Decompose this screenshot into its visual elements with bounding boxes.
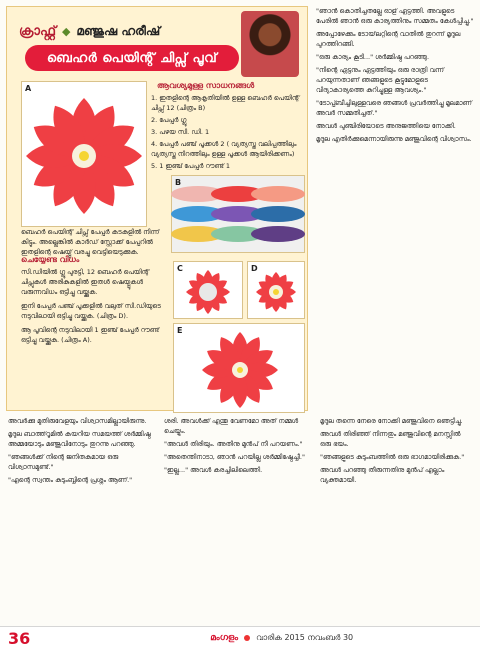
photo-d (247, 261, 305, 319)
magazine-brand: മംഗളം (210, 633, 239, 643)
photo-e (173, 323, 305, 413)
paragraph: മൃദുല എതിർക്കുമെന്നായിരുന്നു മഞ്ജുവിന്റെ വിശ്വാസം. (316, 135, 472, 143)
logo-dot-icon (244, 635, 250, 641)
intro-text: ബെഹർ പെയിന്റ് ചിപ്സ് പേപ്പർ കടകളിൽ നിന്ന് കിട്ടും. അല്ലെങ്കിൽ കാർഡ് സ്റ്റോക്ക് പേപ്പറിൽ ഇതളിന്റെ ഷെയ്പ്പ് വരച്ചു വെട്ടിയെടുക്കുക. (21, 228, 160, 256)
paint-chip-swatches (180, 186, 296, 242)
paragraph: അവൾ തിരിഞ്ഞ് നിന്നതും മഞ്ജുവിന്റെ മനസ്സിൽ ഒരു ഭയം. (320, 430, 461, 448)
bottom-column (320, 416, 468, 488)
paragraph: അവർക്കു മുതിരുവേളയും വിശ്വാസമില്ലായിരുന്നു. (8, 417, 147, 425)
category-label: ക്രാഫ്റ്റ് (19, 23, 57, 39)
story-bottom-columns (8, 416, 468, 488)
paragraph: "ഇല്ല..." അവൾ കരച്ചിലിലെത്തി. (164, 466, 263, 474)
method-list (21, 267, 167, 349)
paragraph: ശരി. അവൾക്ക് എന്തു വേണമോ അത് നമ്മൾ ചെയ്യും. (164, 417, 299, 435)
page-title: ബെഹർ പെയിന്റ് ചിപ്സ് പൂവ് (25, 45, 239, 71)
material-item: 1. ഇതളിന്റെ ആകൃതിയിൽ ഉള്ള ബെഹർ പെയിന്റ് ചിപ്സ് 12 (ചിത്രം B) (151, 94, 300, 112)
page-footer (0, 626, 480, 649)
paragraph: "ടോപ്പ്ബീച്ചിലുള്ളവരെ ഞങ്ങൾ പ്രവർത്തിച്ചു മൂലമാണ്‌ അവർ സമ്മതിച്ചത്." (316, 99, 472, 117)
photo-b (171, 175, 305, 253)
paragraph: മൃദുല ബാത്ത്‌റൂമിൽ കയറിയ സമയത്ത് ശർമ്മിഷ്ഠ അമ്മയോടും മഞ്ജുവിനോടും തുറന്നു പറഞ്ഞു. (8, 430, 151, 448)
method-step: സി.ഡിയിൽ ഗ്ലൂ പുരട്ടി, 12 ബെഹർ പെയിന്റ് ചിപ്സുകൾ അരികുകളിൽ ഇതൾ ഷെയ്പ്പുകൾ വരുന്നവിധം ഒട്ടിച്ചു വയ്ക്കുക. (21, 268, 150, 296)
bottom-column (164, 416, 312, 488)
author-avatar (241, 11, 299, 77)
materials-list (151, 93, 301, 173)
title-strip (19, 17, 160, 45)
method-step: ഇനി പേപ്പർ പഞ്ച് പൂക്കളിൽ വലുത് സി.ഡിയുടെ നടുവിലായി ഒട്ടിച്ചു വയ്ക്കുക. (ചിത്രം D). (21, 302, 161, 320)
issue-info: വാരിക 2015 നവംബർ 30 (256, 633, 354, 642)
material-item: 3. പഴയ സി. ഡി. 1 (151, 128, 210, 136)
material-item: 4. പേപ്പർ പഞ്ച് പൂക്കൾ 2 ( വ്യത്യസ്ത വലിപ്പത്തിലും വ്യത്യസ്ത നിറത്തിലും ഉള്ള പൂക്കൾ ആയിരിക്കണം) (151, 140, 297, 158)
flower-step-c-icon (174, 262, 242, 318)
paragraph: മൃദുല തന്നെ നേരെ നോക്കി മഞ്ജുവിനെ ഞെട്ടിച്ചു. (320, 417, 463, 425)
photo-label-d: D (251, 264, 258, 273)
paragraph: "ഞങ്ങളുടെ കുടുംബത്തിൽ ഒരു ഭാഗമായിരിക്കുക." (320, 453, 465, 461)
material-item: 2. പേപ്പർ ഗ്ലൂ (151, 116, 187, 124)
paragraph: അവൾ പുഞ്ചിരിയോടെ അനുജത്തിയെ നോക്കി. (316, 122, 456, 130)
page-number: 36 (8, 628, 31, 648)
photo-label-a: A (25, 84, 32, 93)
craft-feature-panel (6, 6, 308, 411)
paragraph: "നിന്റെ ഏട്ടനും ഏട്ടത്തിയും ഒരു രാത്രി വന്ന് പറയുന്നതാണ് ഞങ്ങളുടെ കൂട്ടുമോളുടെ വിദ്യാകാര്യത്തെ കുറിച്ചുള്ള ആവശ്യം." (316, 66, 444, 94)
paragraph: "ഞാൻ കൊതിച്ചതല്ലേ ഓള്‌ ഏട്ടത്തി. അവളുടെ പേരിൽ ഞാൻ ഒരു കാര്യത്തിനും സമ്മതം കേൾപ്പിച്ചു." (316, 7, 474, 25)
bottom-column (8, 416, 156, 488)
author-name: മഞ്ജുഷ ഹരീഷ് (76, 23, 161, 38)
paragraph: അപ്പോഴേക്കും ടോയ്‌ലറ്റിന്റെ വാതിൽ തുറന്ന് മൃദുല പുറത്തിറങ്ങി. (316, 30, 461, 48)
photo-label-e: E (177, 326, 183, 335)
method-title: ചെയ്യേണ്ട വിധം (21, 255, 80, 264)
paragraph: "അവൾ തിരിയും. അതിനു മുൻപ് നീ പറയണം." (164, 440, 303, 448)
material-item: 5. 1 ഇഞ്ച് പേപ്പർ റൗണ്ട് 1 (151, 162, 231, 170)
photo-label-b: B (175, 178, 182, 187)
paragraph: "അതെന്തിനാടാ, ഞാൻ പറയില്ല ശർമ്മിഷ്ഠേച്ചീ." (164, 453, 305, 461)
story-right-column (316, 6, 474, 147)
materials-title: ആവശ്യമുള്ള സാധനങ്ങൾ (157, 81, 255, 90)
paragraph: "ഒരു കാര്യം കൂടി..." ശർമ്മിഷ്ഠ പറഞ്ഞു. (316, 53, 430, 61)
photo-a (21, 81, 147, 227)
paragraph: അവൾ പറഞ്ഞു തീരുന്നതിനു മുൻപ് എല്ലാം വ്യക്തമായി. (320, 466, 445, 484)
photo-label-c: C (177, 264, 183, 273)
paragraph: "എന്റെ സ്വന്തം കുടുംബ്ബിന്റെ പ്രശ്നം ആണ്." (8, 476, 133, 484)
photo-c (173, 261, 243, 319)
finished-flower-icon (174, 324, 304, 412)
diamond-icon: ◆ (62, 24, 71, 38)
paragraph: "ഞങ്ങൾക്ക് നിന്റെ ജനിതകമായ ഒരു വിശ്വാസമുണ്ട്." (8, 453, 119, 471)
flower-icon (22, 82, 146, 226)
method-step: ആ പൂവിന്റെ നടുവിലായി 1 ഇഞ്ച് പേപ്പർ റൗണ്ട് ഒട്ടിച്ചു വയ്ക്കുക. (ചിത്രം A). (21, 326, 160, 344)
